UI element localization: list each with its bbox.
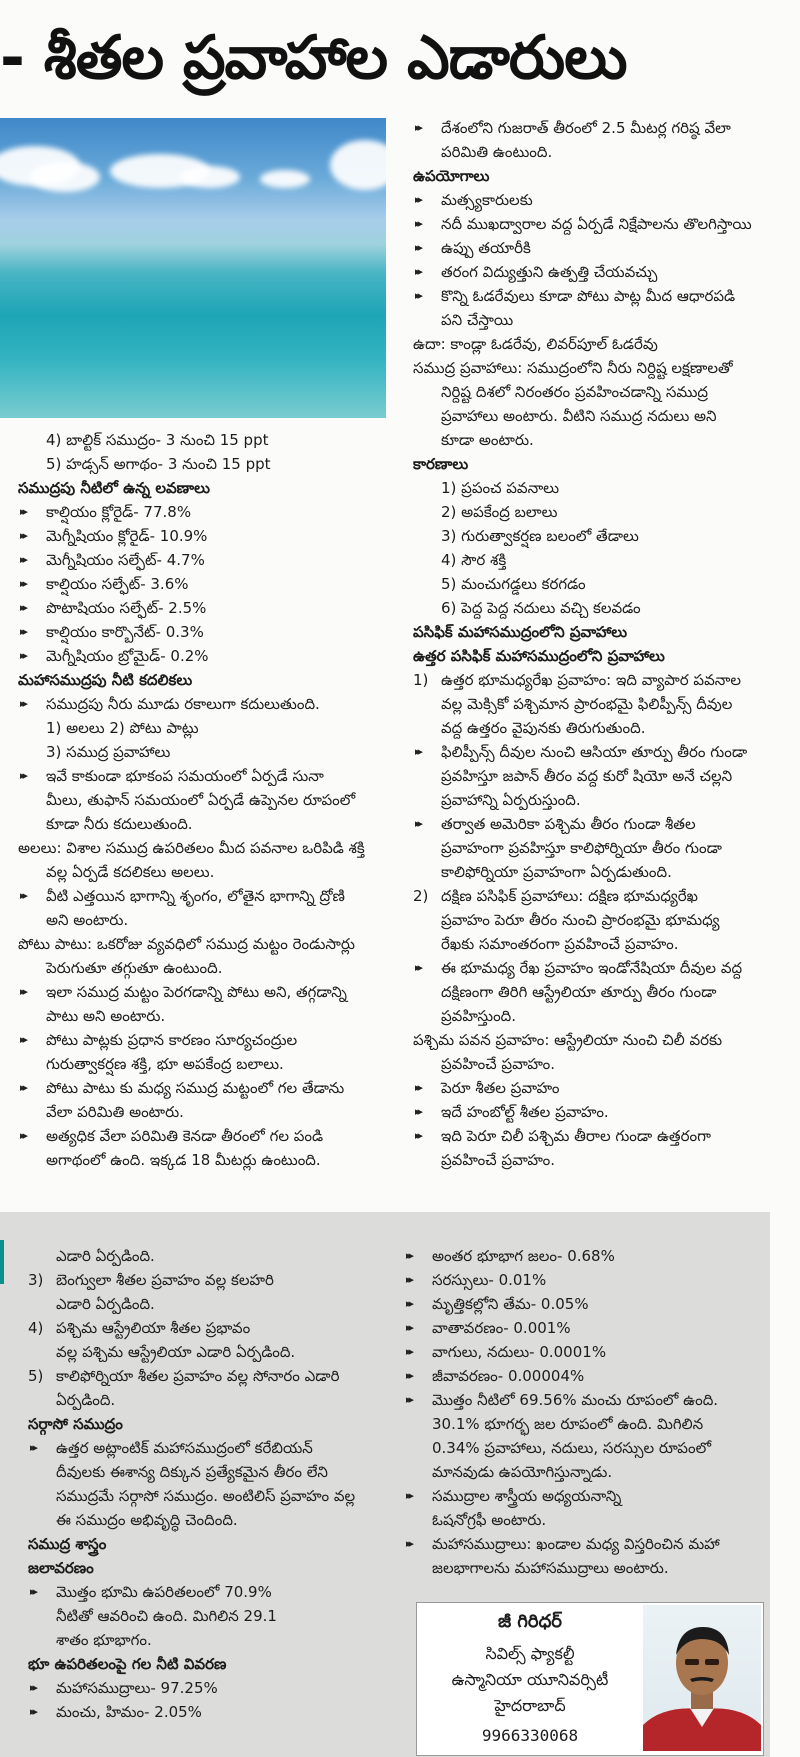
text-line: 1) ప్రపంచ పవనాలు: [441, 479, 560, 497]
text-line: [28, 1364, 398, 1388]
text-line: పెరుగుతూ తగ్గుతూ ఉంటుంది.: [46, 959, 223, 977]
text-line: 5) హడ్సన్ అగాథం- 3 నుంచి 15 ppt: [46, 455, 271, 473]
bullet-item: ▸▸ పోటు పాటు కు మధ్య సముద్ర మట్టంలో గల తేడాను: [18, 1076, 388, 1100]
text-line: కూడా నీరు కదులుతుంది.: [46, 815, 193, 833]
section-heading: ఉత్తర పసిఫిక్ మహాసముద్రంలోని ప్రవాహాలు: [413, 647, 665, 665]
text-line: ఎడారి ఏర్పడింది.: [56, 1295, 155, 1313]
author-org: ఉస్మానియా యూనివర్సిటీ: [451, 1670, 609, 1689]
text-line: ప్రవహిస్తూ జపాన్ తీరం వద్ద కురో షియో అనే చల్లని: [441, 767, 733, 785]
bullet-item: ▸▸ కాల్షియం క్లోరైడ్- 77.8%: [18, 500, 388, 524]
text-line: నీటితో ఆవరించి ఉంది. మిగిలిన 29.1: [56, 1607, 277, 1625]
text-line: [28, 1268, 398, 1292]
bullet-item: ▸▸ ఫిలిప్పీన్స్ దీవుల నుంచి ఆసియా తూర్పు తీరం గుండా: [413, 740, 793, 764]
bullet-item: ▸▸ అంతర భూభాగ జలం- 0.68%: [404, 1244, 764, 1268]
text-line: ఈ సముద్రం అభివృద్ధి చెందింది.: [56, 1511, 238, 1529]
text-line: [413, 884, 793, 908]
text-line: దీవులకు ఈశాన్య దిక్కున ప్రత్యేకమైన తీరం లేని: [56, 1463, 328, 1481]
text-line: పోటు పాటు: ఒకరోజు వ్యవధిలో సముద్ర మట్టం రెండుసార్లు: [18, 935, 355, 953]
text-line: 30.1% భూగర్భ జల రూపంలో ఉంది. మిగిలిన: [432, 1415, 704, 1433]
bullet-item: ▸▸ నదీ ముఖద్వారాల వద్ద ఏర్పడే నిక్షేపాలను తొలగిస్తాయి: [413, 212, 793, 236]
text-line: ప్రవాహాన్ని ఏర్పరుస్తుంది.: [441, 791, 581, 809]
bullet-item: ▸▸ పోటు పాట్లకు ప్రధాన కారణం సూర్యచంద్రుల: [18, 1028, 388, 1052]
list-number: 4): [28, 1319, 44, 1337]
text-line: రేఖకు సమాంతరంగా ప్రవహించే ప్రవాహం.: [441, 935, 679, 953]
text-line: 0.34% ప్రవాహాలు, నదులు, సరస్సుల రూపంలో: [432, 1439, 712, 1457]
text-line: 6) పెద్ద పెద్ద నదులు వచ్చి కలవడం: [441, 599, 641, 617]
text-line: ఓషనోగ్రఫీ అంటారు.: [432, 1511, 547, 1529]
bullet-item: ▸▸ మెగ్నీషియం సల్ఫేట్- 4.7%: [18, 548, 388, 572]
list-number: 5): [28, 1367, 44, 1385]
text-line: కాలిఫోర్నియా ప్రవాహంగా ఏర్పడుతుంది.: [441, 863, 672, 881]
bullet-item: ▸▸ తరంగ విద్యుత్తుని ఉత్పత్తి చేయవచ్చు: [413, 260, 793, 284]
bullet-item: ▸▸ మహాసముద్రాలు- 97.25%: [28, 1676, 398, 1700]
text-line: 3) గురుత్వాకర్షణ బలంలో తేడాలు: [441, 527, 639, 545]
text-line: ప్రవాహాలు అంటారు. వీటిని సముద్ర నదులు అని: [441, 407, 717, 425]
section-heading: భూ ఉపరితలంపై గల నీటి వివరణ: [28, 1655, 227, 1673]
right-column-bottom: [404, 1244, 764, 1580]
text-line: అగాథంలో ఉంది. ఇక్కడ 18 మీటర్లు ఉంటుంది.: [46, 1151, 321, 1169]
author-role: సివిల్స్ ఫ్యాకల్టీ: [485, 1644, 575, 1663]
list-number: 1): [413, 671, 429, 689]
list-text: దక్షిణ పసిఫిక్ ప్రవాహాలు: దక్షిణ భూమధ్యరేఖ: [441, 887, 698, 905]
author-name: జీ గిరిధర్: [498, 1611, 562, 1632]
left-column-top: [18, 428, 388, 1172]
bullet-item: ▸▸ వాతావరణం- 0.001%: [404, 1316, 764, 1340]
bullet-item: ▸▸ పొటాషియం సల్ఫేట్- 2.5%: [18, 596, 388, 620]
bullet-item: ▸▸ ఇది పెరూ చిలీ పశ్చిమ తీరాల గుండా ఉత్తరంగా: [413, 1124, 793, 1148]
bullet-item: ▸▸ ఇలా సముద్ర మట్టం పెరగడాన్ని పోటు అని, తగ్గడాన్ని: [18, 980, 388, 1004]
text-line: 4) సౌర శక్తి: [441, 551, 507, 569]
text-line: దక్షిణంగా తిరిగి ఆస్ట్రేలియా తూర్పు తీరం గుండా: [441, 983, 717, 1001]
bullet-item: ▸▸ మృత్తికల్లోని తేమ- 0.05%: [404, 1292, 764, 1316]
bullet-item: ▸▸ మహాసముద్రాలు: ఖండాల మధ్య విస్తరించిన మహా: [404, 1532, 764, 1556]
bullet-item: ▸▸ ఉప్పు తయారీకి: [413, 236, 793, 260]
text-line: 3) సముద్ర ప్రవాహాలు: [46, 743, 171, 761]
text-line: ఉదా: కాండ్లా ఓడరేవు, లివర్‌పూల్ ఓడరేవు: [413, 335, 658, 353]
text-line: వల్ల మెక్సికో పశ్చిమాన ప్రారంభమై ఫిలిప్పీన్స్ దీవుల: [441, 695, 733, 713]
text-line: శాతం భూభాగం.: [56, 1631, 152, 1649]
bullet-item: ▸▸ వీటి ఎత్తయిన భాగాన్ని శృంగం, లోతైన భాగాన్ని ద్రోణి: [18, 884, 388, 908]
bullet-item: ▸▸ కొన్ని ఓడరేవులు కూడా పోటు పాట్ల మీద ఆధారపడి: [413, 284, 793, 308]
bullet-item: ▸▸ ఇదే హంబోల్ట్ శీతల ప్రవాహం.: [413, 1100, 793, 1124]
text-line: అని అంటారు.: [46, 911, 129, 929]
list-text: బెంగ్వులా శీతల ప్రవాహం వల్ల కలహరి: [56, 1271, 274, 1289]
left-column-bottom: [28, 1244, 398, 1724]
text-line: జలభాగాలను మహాసముద్రాలు అంటారు.: [432, 1559, 669, 1577]
list-text: ఉత్తర భూమధ్యరేఖ ప్రవాహం: ఇది వ్యాపార పవనాల: [441, 671, 741, 689]
text-line: వద్ద ఉత్తరం వైపునకు తిరుగుతుంది.: [441, 719, 646, 737]
section-heading: సముద్ర శాస్త్రం: [28, 1535, 107, 1553]
list-text: కాలిఫోర్నియా శీతల ప్రవాహం వల్ల సోనారం ఎడారి: [56, 1367, 340, 1385]
text-line: [413, 668, 793, 692]
bullet-item: ▸▸ మొత్తం భూమి ఉపరితలంలో 70.9%: [28, 1580, 398, 1604]
bullet-item: ▸▸ కాల్షియం సల్ఫేట్- 3.6%: [18, 572, 388, 596]
text-line: 1) అలలు 2) పోటు పాట్లు: [46, 719, 199, 737]
bullet-item: ▸▸ పెరూ శీతల ప్రవాహం: [413, 1076, 793, 1100]
bullet-item: ▸▸ వాగులు, నదులు- 0.0001%: [404, 1340, 764, 1364]
section-heading: కారణాలు: [413, 455, 469, 473]
bullet-item: ▸▸ మొత్తం నీటిలో 69.56% మంచు రూపంలో ఉంది.: [404, 1388, 764, 1412]
text-line: మీలు, తుఫాన్ సమయంలో ఏర్పడే ఉప్పెనల రూపంలో: [46, 791, 356, 809]
author-photo: [643, 1605, 761, 1751]
text-line: ఎడారి ఏర్పడింది.: [56, 1247, 155, 1265]
section-heading: పసిఫిక్ మహాసముద్రంలోని ప్రవాహాలు: [413, 623, 628, 641]
bullet-item: ▸▸ దేశంలోని గుజరాత్ తీరంలో 2.5 మీటర్ల గరిష్ఠ వేలా: [413, 116, 793, 140]
text-line: ప్రవాహం పెరూ తీరం నుంచి ప్రారంభమై భూమధ్య: [441, 911, 720, 929]
bullet-item: ▸▸ మెగ్నీషియం బ్రోమైడ్- 0.2%: [18, 644, 388, 668]
author-city: హైదరాబాద్: [494, 1696, 566, 1715]
bullet-item: ▸▸ ఈ భూమధ్య రేఖ ప్రవాహం ఇండోనేషియా దీవుల వద్ద: [413, 956, 793, 980]
bullet-item: ▸▸ సముద్రాల శాస్త్రీయ అధ్యయనాన్ని: [404, 1484, 764, 1508]
ocean-photo: [0, 118, 386, 418]
text-line: పాటు అని అంటారు.: [46, 1007, 166, 1025]
list-text: పశ్చిమ ఆస్ట్రేలియా శీతల ప్రభావం: [56, 1319, 251, 1337]
right-column-top: [413, 116, 793, 1172]
bullet-item: ▸▸ ఇవే కాకుండా భూకంప సమయంలో ఏర్పడే సునా: [18, 764, 388, 788]
text-line: 2) అపకేంద్ర బలాలు: [441, 503, 558, 521]
bullet-item: ▸▸ సముద్రపు నీరు మూడు రకాలుగా కదులుతుంది.: [18, 692, 388, 716]
bullet-item: ▸▸ ఉత్తర అట్లాంటిక్ మహాసముద్రంలో కరేబియన్: [28, 1436, 398, 1460]
text-line: వేలా పరిమితి అంటారు.: [46, 1103, 184, 1121]
text-line: పశ్చిమ పవన ప్రవాహం: ఆస్ట్రేలియా నుంచి చిలీ వరకు: [413, 1031, 723, 1049]
text-line: అలలు: విశాల సముద్ర ఉపరితలం మీద పవనాల ఒరిపిడి శక్తి: [18, 839, 365, 857]
section-heading: జలావరణం: [28, 1559, 94, 1577]
text-line: మానవుడు ఉపయోగిస్తున్నాడు.: [432, 1463, 613, 1481]
text-line: పరిమితి ఉంటుంది.: [441, 143, 553, 161]
page-title: - శీతల ప్రవాహాల ఎడారులు: [0, 23, 627, 93]
text-line: వల్ల పశ్చిమ ఆస్ట్రేలియా ఎడారి ఏర్పడింది.: [56, 1343, 296, 1361]
text-line: ప్రవహించే ప్రవాహం.: [441, 1055, 556, 1073]
bullet-item: ▸▸ అత్యధిక వేలా పరిమితి కెనడా తీరంలో గల పండి: [18, 1124, 388, 1148]
author-portrait-icon: [643, 1605, 761, 1751]
section-heading: ఉపయోగాలు: [413, 167, 490, 185]
text-line: [28, 1316, 398, 1340]
text-line: ఏర్పడింది.: [56, 1391, 116, 1409]
text-line: పని చేస్తాయి: [441, 311, 514, 329]
section-heading: సముద్రపు నీటిలో ఉన్న లవణాలు: [18, 479, 210, 497]
text-line: నిర్దిష్ట దిశలో నిరంతరం ప్రవహించడాన్ని సముద్ర: [441, 383, 708, 401]
text-line: వల్ల ఏర్పడే కదలికలు అలలు.: [46, 863, 215, 881]
bullet-item: ▸▸ మత్స్యకారులకు: [413, 188, 793, 212]
bullet-item: ▸▸ కాల్షియం కార్బొనేట్- 0.3%: [18, 620, 388, 644]
text-line: 4) బాల్టిక్ సముద్రం- 3 నుంచి 15 ppt: [46, 431, 269, 449]
text-line: ప్రవహిస్తుంది.: [441, 1007, 517, 1025]
bullet-item: ▸▸ తర్వాత అమెరికా పశ్చిమ తీరం గుండా శీతల: [413, 812, 793, 836]
text-line: 5) మంచుగడ్డలు కరగడం: [441, 575, 586, 593]
text-line: ప్రవహించే ప్రవాహం.: [441, 1151, 556, 1169]
text-line: కూడా అంటారు.: [441, 431, 534, 449]
section-heading: సర్గాసో సముద్రం: [28, 1415, 123, 1433]
author-box: [416, 1602, 764, 1756]
bullet-item: ▸▸ సరస్సులు- 0.01%: [404, 1268, 764, 1292]
bullet-item: ▸▸ మెగ్నీషియం క్లోరైడ్- 10.9%: [18, 524, 388, 548]
accent-bar: [0, 1240, 4, 1284]
text-line: సముద్ర ప్రవాహాలు: సముద్రంలోని నీరు నిర్దిష్ట లక్షణాలతో: [413, 359, 733, 377]
text-line: సముద్రమే సర్గాసో సముద్రం. అంటిలిస్ ప్రవాహం వల్ల: [56, 1487, 356, 1505]
list-number: 3): [28, 1271, 44, 1289]
text-line: ప్రవాహంగా ప్రవహిస్తూ కాలిఫోర్నియా తీరం గుండా: [441, 839, 722, 857]
author-phone: 9966330068: [481, 1726, 579, 1745]
text-line: గురుత్వాకర్షణ శక్తి, భూ అపకేంద్ర బలాలు.: [46, 1055, 284, 1073]
list-number: 2): [413, 887, 429, 905]
section-heading: మహాసముద్రపు నీటి కదలికలు: [18, 671, 193, 689]
bullet-item: ▸▸ జీవావరణం- 0.00004%: [404, 1364, 764, 1388]
bullet-item: ▸▸ మంచు, హిమం- 2.05%: [28, 1700, 398, 1724]
